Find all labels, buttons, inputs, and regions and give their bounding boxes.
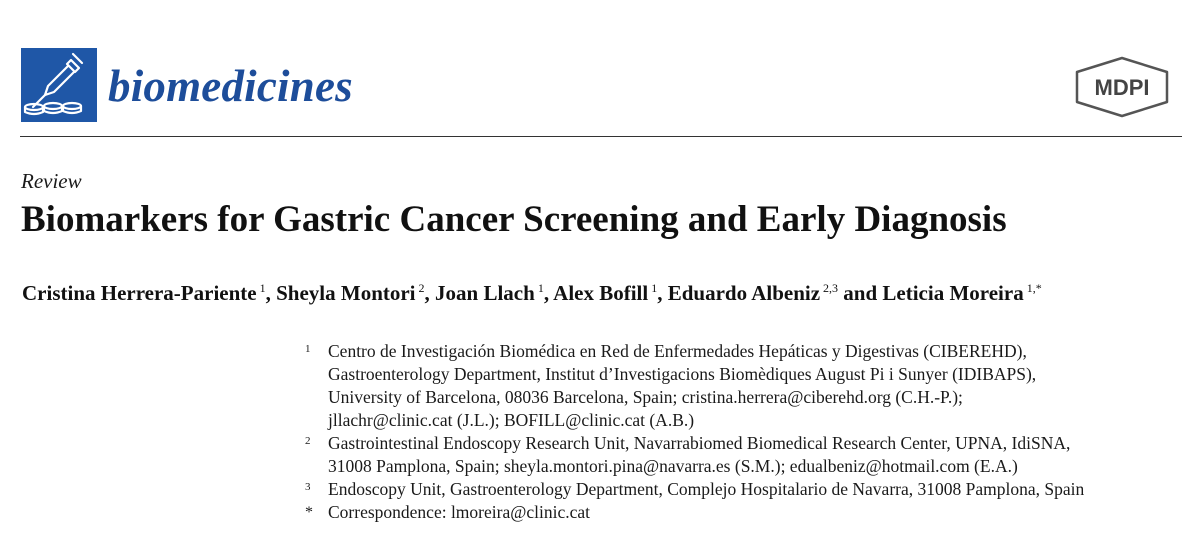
affiliation-item xyxy=(305,340,1185,432)
author-name: Joan Llach xyxy=(435,281,535,305)
affiliation-marker: 2 xyxy=(305,435,311,447)
author-separator: , xyxy=(265,281,277,305)
affiliation-marker: 1 xyxy=(305,343,311,355)
affiliation-line: University of Barcelona, 08036 Barcelona, Spain; cristina.herrera@ciberehd.org (C.H.-P.); xyxy=(328,387,963,407)
author-separator: , xyxy=(543,281,554,305)
author xyxy=(276,281,435,305)
article-title: Biomarkers for Gastric Cancer Screening and Early Diagnosis xyxy=(21,199,1007,240)
author-name: Leticia Moreira xyxy=(882,281,1024,305)
author-affiliation-sup: 2,3 xyxy=(823,281,839,295)
author-name: Alex Bofill xyxy=(553,281,649,305)
mdpi-logo xyxy=(1073,56,1171,118)
author-affiliation-sup: 1 xyxy=(651,281,658,295)
pipette-icon xyxy=(21,48,97,122)
mdpi-logo-text: MDPI xyxy=(1094,75,1150,100)
affiliation-item xyxy=(305,432,1185,478)
affiliation-list xyxy=(305,340,1185,524)
author-name: Eduardo Albeniz xyxy=(667,281,821,305)
affiliation-line: jllachr@clinic.cat (J.L.); BOFILL@clinic.cat (A.B.) xyxy=(328,410,695,430)
affiliation-item xyxy=(305,478,1185,501)
author-affiliation-sup: 2 xyxy=(418,281,425,295)
journal-name: biomedicines xyxy=(108,61,353,111)
author-separator: and xyxy=(838,281,883,305)
correspondence-line: Correspondence: lmoreira@clinic.cat xyxy=(328,502,590,522)
article-type: Review xyxy=(21,169,82,193)
journal-header xyxy=(0,0,1200,138)
affiliation-line: Centro de Investigación Biomédica en Red de Enfermedades Hepáticas y Digestivas (CIBEREHD), xyxy=(328,341,1027,361)
affiliation-marker: 3 xyxy=(305,481,311,493)
author xyxy=(553,281,668,305)
author-affiliation-sup: 1 xyxy=(537,281,544,295)
author-affiliation-sup: 1 xyxy=(259,281,266,295)
author xyxy=(435,281,553,305)
author xyxy=(668,281,883,305)
author-name: Sheyla Montori xyxy=(276,281,416,305)
affiliation-line: Gastroenterology Department, Institut d’Investigacions Biomèdiques August Pi i Sunyer (IDIBAPS), xyxy=(328,364,1037,384)
affiliation-line: 31008 Pamplona, Spain; sheyla.montori.pina@navarra.es (S.M.); edualbeniz@hotmail.com (E.A.) xyxy=(328,456,1018,476)
author-separator: , xyxy=(657,281,668,305)
author-name: Cristina Herrera-Pariente xyxy=(22,281,257,305)
author xyxy=(882,281,1041,305)
header-rule xyxy=(20,136,1182,137)
author-affiliation-sup: 1,* xyxy=(1026,281,1042,295)
affiliation-line: Endoscopy Unit, Gastroenterology Department, Complejo Hospitalario de Navarra, 31008 Pamplona, Spain xyxy=(328,479,1085,499)
author xyxy=(22,281,276,305)
author-separator: , xyxy=(424,281,436,305)
affiliation-line: Gastrointestinal Endoscopy Research Unit, Navarrabiomed Biomedical Research Center, UPNA, IdiSNA, xyxy=(328,433,1071,453)
affiliation-marker: * xyxy=(305,504,313,521)
affiliation-item xyxy=(305,501,1185,524)
author-list xyxy=(22,274,1042,307)
